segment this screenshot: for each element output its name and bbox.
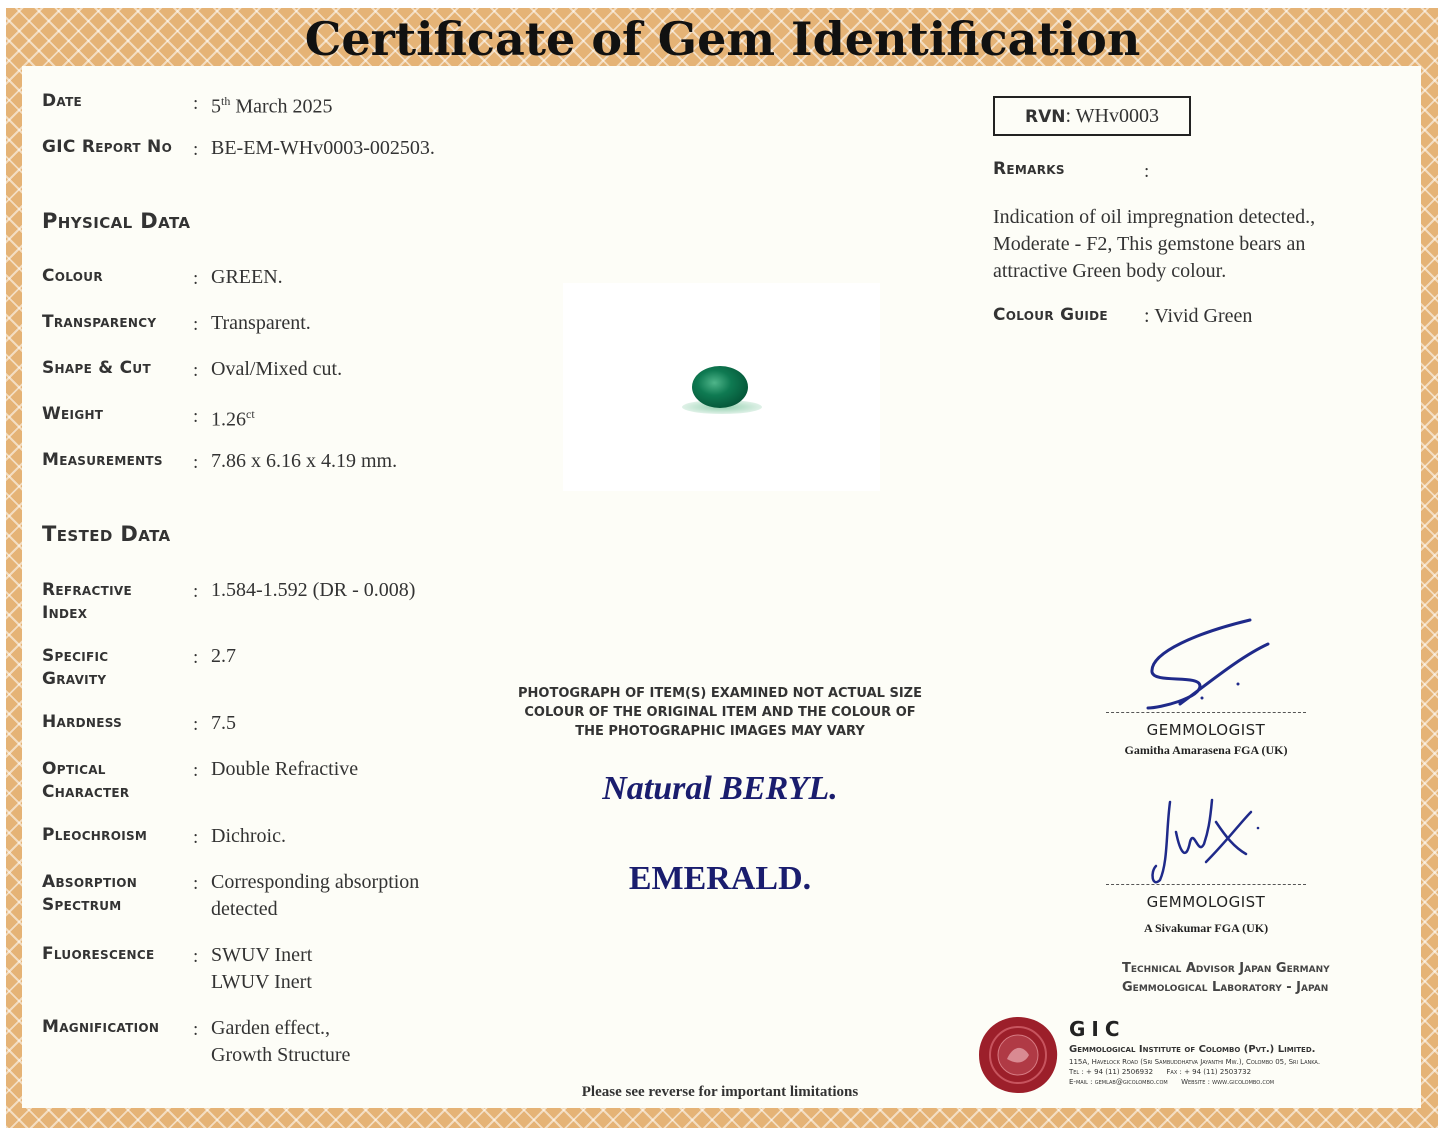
shape-label: Shape & Cut (42, 358, 151, 378)
remarks-colon: : (1144, 161, 1150, 182)
signature-1-line (1106, 712, 1306, 713)
weight-value: $1.26^{ct}$ (211, 407, 255, 431)
report-value: BE-EM-WHv0003-002503. (211, 137, 435, 159)
institute-name: Gemmological Institute of Colombo (Pvt.) Limited. (1069, 1044, 1316, 1055)
fluorescence-label: Fluorescence (42, 944, 155, 964)
photo-disclaimer: PHOTOGRAPH OF ITEM(S) EXAMINED NOT ACTUAL SIZE COLOUR OF THE ORIGINAL ITEM AND THE COLOUR OF THE PHOTOGRAPHIC IMAGES MAY VARY (518, 686, 922, 739)
date-colon: : (193, 93, 199, 114)
pleochroism-value: Dichroic. (211, 825, 286, 847)
absorption-spectrum-colon: : (193, 873, 199, 894)
refractive-index-label: Refractive Index (42, 580, 132, 623)
absorption-spectrum-value: Corresponding absorption detected (211, 871, 420, 920)
certificate-title: Certificate of Gem Identification (304, 12, 1141, 66)
wax-seal-icon (977, 1015, 1059, 1095)
variety-name: EMERALD. (628, 860, 812, 897)
measurements-label: Measurements (42, 450, 163, 470)
date-label: Date (42, 91, 83, 111)
measurements-value: 7.86 x 6.16 x 4.19 mm. (211, 450, 398, 472)
footer-note: Please see reverse for important limitations (581, 1084, 859, 1100)
transparency-value: Transparent. (211, 312, 311, 334)
transparency-colon: : (193, 314, 199, 335)
shape-value: Oval/Mixed cut. (211, 358, 343, 380)
measurements-colon: : (193, 452, 199, 473)
transparency-label: Transparency (42, 312, 157, 332)
signature-1-icon (1140, 612, 1275, 712)
species-name: Natural BERYL. (602, 770, 838, 807)
signature-2-name: A Sivakumar FGA (UK) (1143, 921, 1269, 935)
signature-2-line (1106, 884, 1306, 885)
remarks-label: Remarks (993, 159, 1065, 179)
gic-logo-text: GIC (1069, 1017, 1126, 1041)
refractive-index-value: 1.584-1.592 (DR - 0.008) (211, 579, 416, 601)
absorption-spectrum-label: Absorption Spectrum (42, 872, 138, 915)
fluorescence-colon: : (193, 946, 199, 967)
institute-phone: Tel : + 94 (11) 2506932 Fax : + 94 (11) 2503732 (1069, 1068, 1252, 1076)
technical-advisor: Technical Advisor Japan Germany Gemmological Laboratory - Japan (1122, 961, 1330, 995)
specific-gravity-label: Specific Gravity (42, 646, 109, 689)
specific-gravity-value: 2.7 (211, 645, 236, 667)
institute-address: 115A, Havelock Road (Sri Sambuddhatva Jayanthi Mw.), Colombo 05, Sri Lanka. (1069, 1058, 1321, 1066)
institute-contact: E-mail : gemlab@gicolombo.com Website : www.gicolombo.com (1069, 1078, 1275, 1086)
optical-character-value: Double Refractive (211, 758, 359, 780)
emerald-image (692, 366, 748, 408)
tested-data-heading: Tested Data (42, 522, 171, 546)
optical-character-label: Optical Character (42, 759, 130, 802)
remarks-text: Indication of oil impregnation detected., Moderate - F2, This gemstone bears an attractive Green body colour. (993, 206, 1316, 282)
magnification-label: Magnification (42, 1017, 160, 1037)
date-value: 5th March 2025 (211, 94, 333, 118)
signature-2-title: GEMMOLOGIST (1146, 893, 1266, 911)
refractive-index-colon: : (193, 581, 199, 602)
report-label: GIC Report No (42, 137, 173, 157)
specific-gravity-colon: : (193, 647, 199, 668)
weight-colon: : (193, 406, 199, 427)
hardness-colon: : (193, 714, 199, 735)
report-colon: : (193, 139, 199, 160)
magnification-value: Garden effect., Growth Structure (211, 1017, 351, 1066)
magnification-colon: : (193, 1019, 199, 1040)
colour-guide-label: Colour Guide (993, 305, 1108, 325)
physical-data-heading: Physical Data (42, 209, 191, 233)
rvn-box: RVN: WHv0003 (993, 96, 1191, 136)
weight-label: Weight (42, 404, 104, 424)
pleochroism-label: Pleochroism (42, 825, 148, 845)
colour-label: Colour (42, 266, 103, 286)
colour-colon: : (193, 268, 199, 289)
hardness-value: 7.5 (211, 712, 236, 734)
signature-1-title: GEMMOLOGIST (1146, 721, 1266, 739)
colour-guide-value: : Vivid Green (1144, 305, 1253, 327)
signature-2-icon (1146, 792, 1266, 888)
optical-character-colon: : (193, 760, 199, 781)
signature-1-name: Gamitha Amarasena FGA (UK) (1124, 743, 1288, 757)
shape-colon: : (193, 360, 199, 381)
colour-value: GREEN. (211, 266, 283, 288)
hardness-label: Hardness (42, 712, 123, 732)
fluorescence-value: SWUV Inert LWUV Inert (211, 944, 313, 993)
pleochroism-colon: : (193, 827, 199, 848)
